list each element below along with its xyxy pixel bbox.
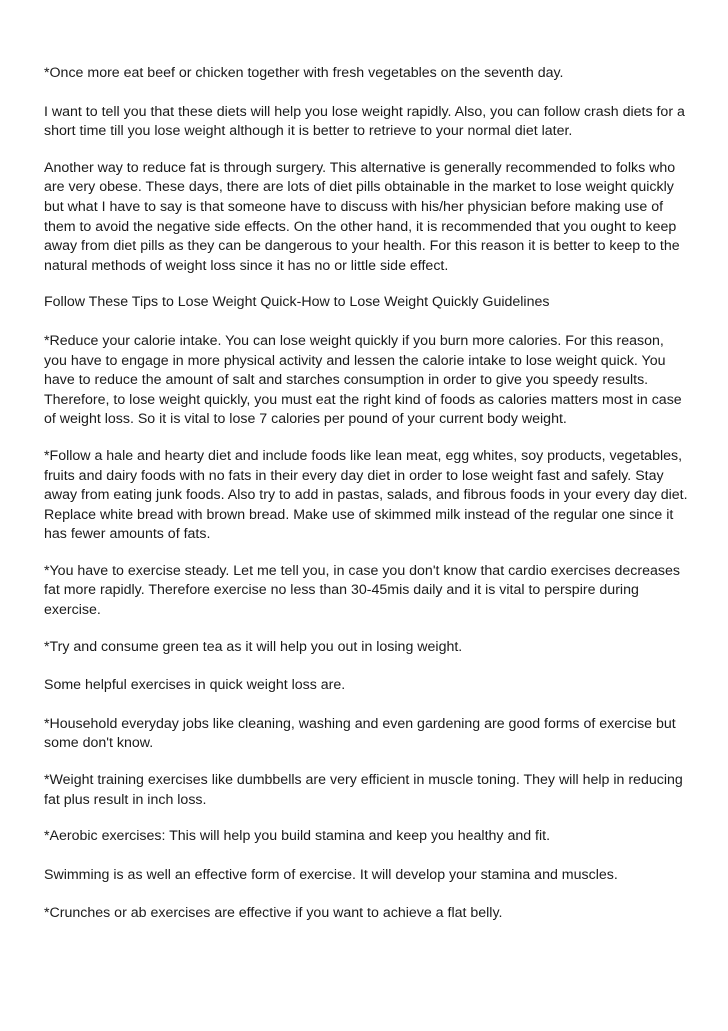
paragraph-household-jobs: *Household everyday jobs like cleaning, washing and even gardening are good forms of exercise but some don't know. — [44, 715, 676, 752]
paragraph-crash-diets: I want to tell you that these diets will help you lose weight rapidly. Also, you can follow crash diets for a short time till you lose weight although it is better to retrieve to your normal diet later. — [44, 103, 685, 140]
paragraph-exercise-steady: *You have to exercise steady. Let me tell you, in case you don't know that cardio exercises decreases fat more rapidly. Therefore exercise no less than 30-45mis daily and it is vital to perspire during exercise. — [44, 562, 680, 619]
paragraph-aerobic: *Aerobic exercises: This will help you build stamina and keep you healthy and fit. — [44, 828, 551, 845]
paragraph-tips-heading: Follow These Tips to Lose Weight Quick-How to Lose Weight Quickly Guidelines — [44, 294, 550, 311]
paragraph-healthy-diet: *Follow a hale and hearty diet and include foods like lean meat, egg whites, soy products, vegetables, fruits and dairy foods with no fats in their every day diet in order to lose weight fast and safely. Stay away from eating junk foods. Also try to add in pastas, salads, and fibrous foods in your every day diet. Replace white bread with brown bread. Make use of skimmed milk instead of the regular one since it has fewer amounts of fats. — [44, 447, 688, 543]
paragraph-weight-training: *Weight training exercises like dumbbells are very efficient in muscle toning. They will help in reducing fat plus result in inch loss. — [44, 772, 683, 808]
paragraph-surgery-diet-pills: Another way to reduce fat is through surgery. This alternative is generally recommended to folks who are very obese. These days, there are lots of diet pills obtainable in the market to lose weight quickly but what I have to say is that someone have to discuss with his/her physician before making use of them to avoid the negative side effects. On the other hand, it is recommended that you ought to keep away from diet pills as they can be dangerous to your health. For this reason it is better to keep to the natural methods of weight loss since it has no or little side effect. — [44, 159, 680, 274]
paragraph-green-tea: *Try and consume green tea as it will help you out in losing weight. — [44, 638, 463, 655]
paragraph-calorie-intake: *Reduce your calorie intake. You can lose weight quickly if you burn more calories. For this reason, you have to engage in more physical activity and lessen the calorie intake to lose weight quick. You have to reduce the amount of salt and starches consumption in order to give you speedy results. Therefore, to lose weight quickly, you must eat the right kind of foods as calories matters most in case of weight loss. So it is vital to lose 7 calories per pound of your current body weight. — [44, 332, 682, 428]
paragraph-seventh-day: *Once more eat beef or chicken together with fresh vegetables on the seventh day. — [44, 65, 564, 81]
paragraph-helpful-exercises: Some helpful exercises in quick weight loss are. — [44, 677, 346, 694]
paragraph-swimming: Swimming is as well an effective form of exercise. It will develop your stamina and muscles. — [44, 866, 618, 883]
paragraph-crunches: *Crunches or ab exercises are effective if you want to achieve a flat belly. — [44, 905, 503, 922]
